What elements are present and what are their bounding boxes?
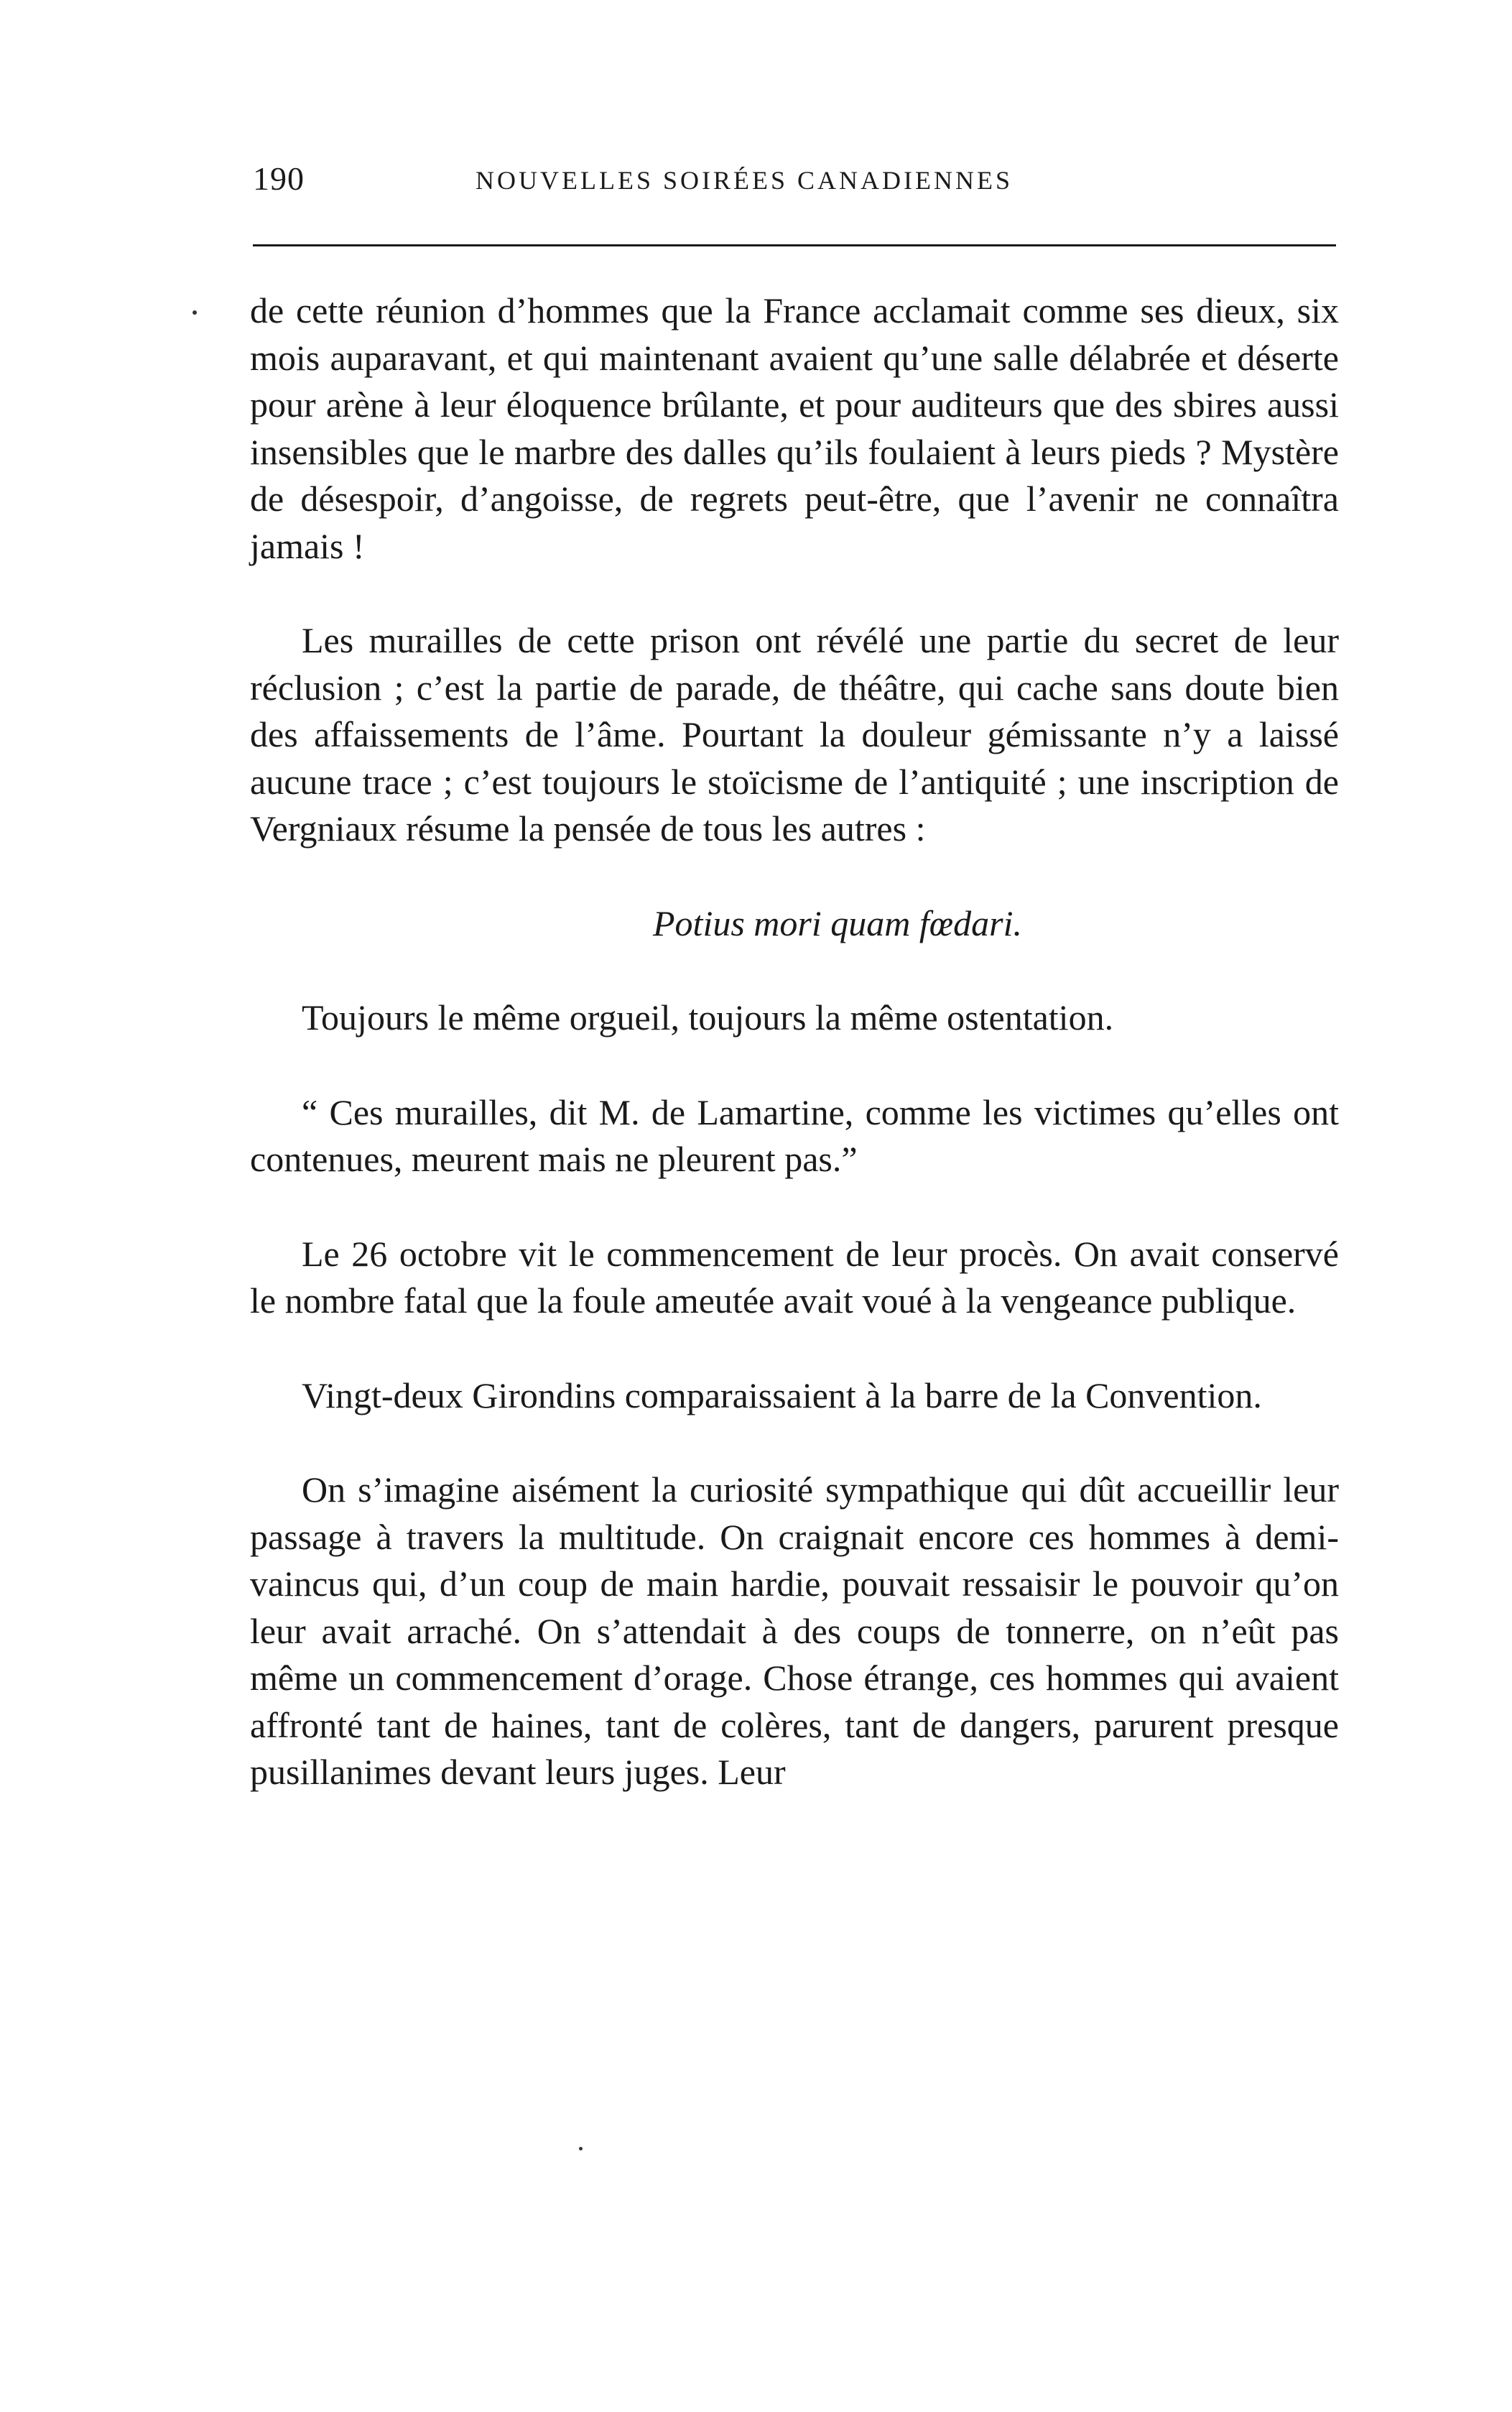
margin-mark bbox=[193, 310, 197, 315]
running-head bbox=[253, 160, 1336, 203]
paragraph: de cette réunion d’hommes que la France acclamait comme ses dieux, six mois auparavant, et qui maintenant avaient qu’une salle délabrée et déserte pour arène à leur éloquence brûlante, et pour auditeurs que des sbires aussi insensibles que le marbre des dalles qu’ils foulaient à leurs pieds ? Mystère de désespoir, d’angoisse, de regrets peut-être, que l’avenir ne connaîtra jamais ! bbox=[250, 290, 1339, 566]
paragraph: Vingt-deux Girondins comparaissaient à la barre de la Convention. bbox=[302, 1374, 1262, 1415]
paragraph: Les murailles de cette prison ont révélé une partie du secret de leur réclusion ; c’est la partie de parade, de théâtre, qui cache sans doute bien des affaissements de l’âme. Pourtant la douleur gémissante n’y a laissé aucune trace ; c’est toujours le stoïcisme de l’antiquité ; une inscription de Vergniaux résume la pensée de tous les autres : bbox=[250, 620, 1339, 849]
paragraph: “ Ces murailles, dit M. de Lamartine, comme les victimes qu’elles ont contenues, meurent mais ne pleurent pas.” bbox=[250, 1091, 1339, 1179]
header-rule bbox=[253, 244, 1336, 246]
paragraph: On s’imagine aisément la curiosité sympathique qui dût accueillir leur passage à travers la multitude. On craignait encore ces hommes à demi-vaincus qui, d’un coup de main hardie, pouvait ressaisir le pouvoir qu’on leur avait arraché. On s’attendait à des coups de tonnerre, on n’eût pas même un commencement d’orage. Chose étrange, ces hommes qui avaient affronté tant de haines, tant de colères, tant de dangers, parurent presque pusillanimes devant leurs juges. Leur bbox=[250, 1469, 1339, 1792]
margin-mark bbox=[579, 2147, 583, 2150]
page-number: 190 bbox=[253, 160, 305, 197]
latin-quotation: Potius mori quam fœdari. bbox=[653, 902, 1022, 943]
book-title: NOUVELLES SOIRÉES CANADIENNES bbox=[476, 166, 1013, 195]
body-text bbox=[250, 287, 1339, 1796]
paragraph: Le 26 octobre vit le commencement de leur procès. On avait conservé le nombre fatal que la foule ameutée avait voué à la vengeance publique. bbox=[250, 1233, 1339, 1321]
paragraph: Toujours le même orgueil, toujours la même ostentation. bbox=[302, 997, 1114, 1038]
